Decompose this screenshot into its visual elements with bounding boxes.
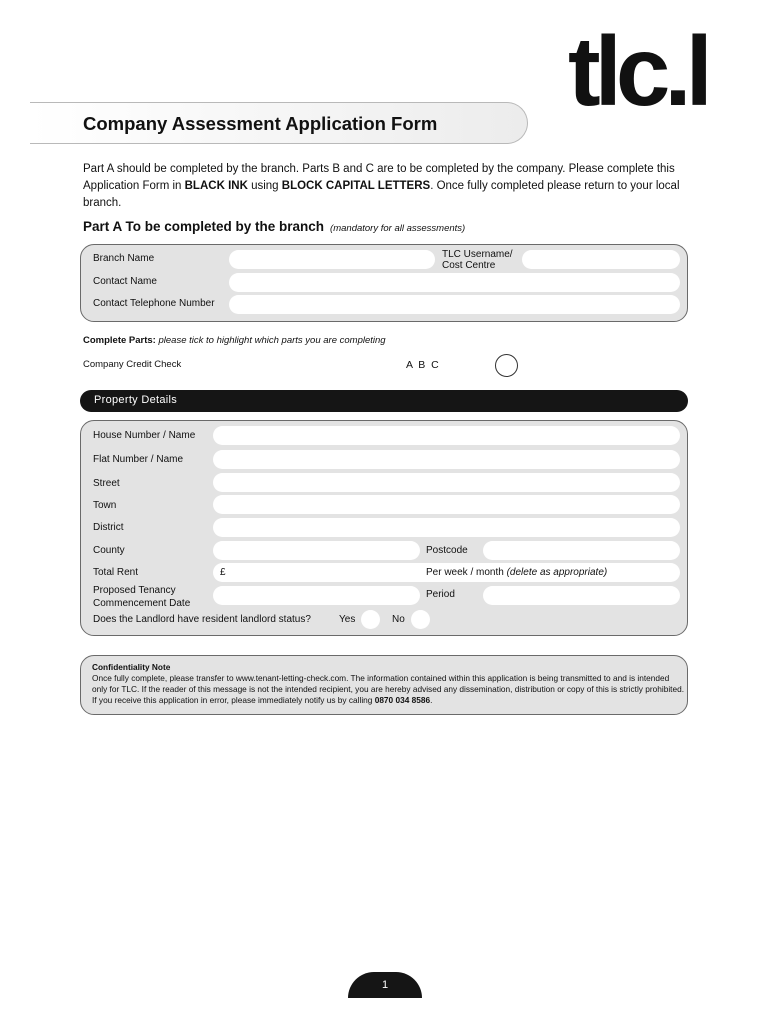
page-number-tab — [348, 972, 422, 998]
per-week-month-text: Per week / month — [426, 567, 504, 578]
tenancy-date-input[interactable] — [213, 586, 420, 605]
postcode-input[interactable] — [483, 541, 680, 560]
currency-symbol: £ — [220, 567, 226, 578]
complete-parts-instruction — [83, 335, 386, 346]
period-input[interactable] — [483, 586, 680, 605]
page-number: 1 — [381, 979, 389, 991]
town-label: Town — [93, 500, 117, 511]
tlc-username-label-line1: TLC Username/ — [442, 249, 513, 260]
contact-name-input[interactable] — [229, 273, 680, 292]
county-input[interactable] — [213, 541, 420, 560]
tlc-username-label-line2: Cost Centre — [442, 260, 496, 271]
form-title: Company Assessment Application Form — [83, 113, 438, 134]
confidentiality-phone: 0870 034 8586 — [374, 695, 431, 705]
postcode-label: Postcode — [426, 545, 468, 556]
contact-phone-label: Contact Telephone Number — [93, 298, 215, 309]
house-number-label: House Number / Name — [93, 430, 196, 441]
county-label: County — [93, 545, 125, 556]
street-input[interactable] — [213, 473, 680, 492]
flat-number-label: Flat Number / Name — [93, 454, 184, 465]
company-credit-check-label: Company Credit Check — [83, 359, 182, 370]
tenancy-date-label-line2: Commencement Date — [93, 598, 191, 609]
intro-paragraph — [83, 161, 713, 212]
tenancy-date-label — [93, 584, 190, 610]
confidentiality-end: . — [430, 695, 433, 705]
no-label: No — [392, 614, 405, 625]
tlc-username-label — [442, 249, 513, 271]
flat-number-input[interactable] — [213, 450, 680, 469]
part-a-note: (mandatory for all assessments) — [330, 223, 466, 234]
branch-name-input[interactable] — [229, 250, 435, 269]
intro-text-3: . Once fully completed please return to your local branch. — [83, 180, 680, 209]
part-a-heading — [83, 219, 465, 234]
intro-bold-2: BLOCK CAPITAL LETTERS — [281, 180, 431, 192]
confidentiality-body: Once fully complete, please transfer to www.tenant-letting-check.com. The information contained within this application is being transmitted to and is intended only for TLC. If the reader of this message is not the intended recipient, you are hereby advised any dissemination, distribution or copy of this is strictly prohibited. If you receive this application in error, please immediately notify us by calling — [92, 673, 684, 705]
confidentiality-title: Confidentiality Note — [92, 662, 171, 672]
total-rent-label: Total Rent — [93, 567, 139, 578]
street-label: Street — [93, 478, 120, 489]
branch-name-label: Branch Name — [93, 253, 155, 264]
period-label: Period — [426, 589, 455, 600]
parts-tick-checkbox[interactable] — [495, 354, 518, 377]
tenancy-date-label-line1: Proposed Tenancy — [93, 585, 176, 596]
delete-note: (delete as appropriate) — [506, 567, 608, 578]
town-input[interactable] — [213, 495, 680, 514]
landlord-status-question: Does the Landlord have resident landlord status? — [93, 614, 311, 625]
property-details-header — [80, 390, 688, 412]
intro-text-2: using — [247, 180, 282, 192]
contact-name-label: Contact Name — [93, 276, 157, 287]
per-week-month-label — [426, 567, 607, 578]
district-input[interactable] — [213, 518, 680, 537]
district-label: District — [93, 522, 124, 533]
complete-parts-note: please tick to highlight which parts you are completing — [158, 335, 386, 346]
part-a-title: Part A To be completed by the branch — [83, 219, 325, 234]
tlc-username-input[interactable] — [522, 250, 680, 269]
parts-abc-label: A B C — [406, 359, 439, 371]
complete-parts-label: Complete Parts: — [83, 335, 156, 346]
yes-radio[interactable] — [361, 610, 380, 629]
no-radio[interactable] — [411, 610, 430, 629]
house-number-input[interactable] — [213, 426, 680, 445]
tlc-logo: tlc.l — [568, 22, 707, 126]
contact-phone-input[interactable] — [229, 295, 680, 314]
intro-text-1: Part A should be completed by the branch. Parts B and C are to be completed by the company. Please complete this Application Form in — [83, 163, 675, 192]
confidentiality-note — [92, 662, 684, 706]
intro-bold-1: BLACK INK — [184, 180, 248, 192]
yes-label: Yes — [339, 614, 356, 625]
property-details-title: Property Details — [94, 394, 178, 406]
